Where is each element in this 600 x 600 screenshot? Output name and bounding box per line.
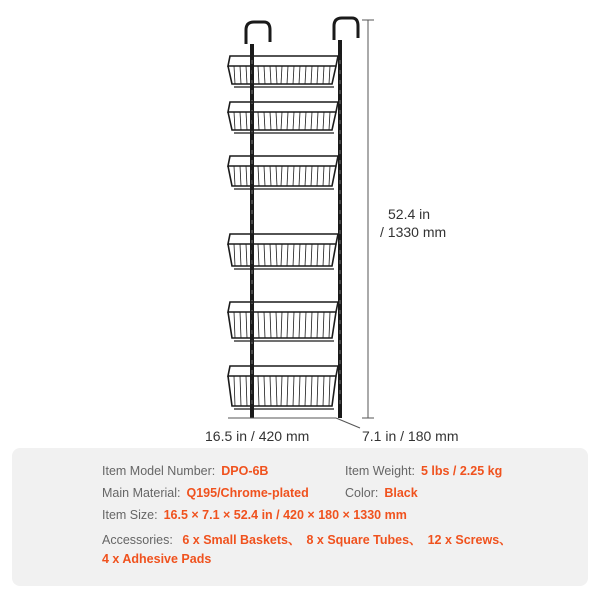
basket-wire (293, 112, 294, 130)
spec-color-label: Color: (345, 486, 379, 500)
basket-wire (311, 244, 312, 266)
basket-wire (240, 376, 241, 406)
basket-wire (270, 166, 271, 186)
basket-wire (329, 66, 330, 84)
height-mm-label: / 1330 mm (380, 224, 447, 240)
basket-wire (323, 112, 324, 130)
basket-wire (281, 312, 282, 338)
spec-accessories (102, 530, 512, 548)
basket-wire (264, 66, 265, 84)
basket-wire (293, 244, 294, 266)
basket-wire (234, 376, 235, 406)
basket-wire (287, 244, 288, 266)
basket-wire (276, 66, 277, 84)
basket-wire (323, 376, 324, 406)
basket-wire (270, 112, 271, 130)
basket-wire (264, 166, 265, 186)
spec-accessories-cont (102, 552, 211, 566)
basket-wire (311, 312, 312, 338)
basket-wire (305, 312, 306, 338)
basket-wire (240, 112, 241, 130)
spec-weight (345, 464, 502, 478)
basket-wire (299, 312, 300, 338)
spec-material-label: Main Material: (102, 486, 181, 500)
basket-wire (234, 66, 235, 84)
accessory-item: 12 x Screws、 (427, 533, 512, 547)
basket-wire (323, 166, 324, 186)
basket-wire (317, 112, 318, 130)
basket-wire (264, 312, 265, 338)
right-door-hook (334, 18, 358, 40)
basket-wire (317, 312, 318, 338)
basket-wire (323, 244, 324, 266)
spec-size (102, 508, 407, 522)
left-door-hook (246, 22, 270, 44)
basket-wire (270, 244, 271, 266)
basket-wire (240, 166, 241, 186)
depth-dimension-line (336, 418, 360, 428)
depth-label: 7.1 in / 180 mm (362, 428, 459, 444)
accessory-item: 4 x Adhesive Pads (102, 552, 212, 566)
basket-wire (317, 376, 318, 406)
spec-size-value: 16.5 × 7.1 × 52.4 in / 420 × 180 × 1330 mm (163, 508, 407, 522)
basket-wire (329, 312, 330, 338)
basket-wire (281, 376, 282, 406)
basket-wire (270, 312, 271, 338)
basket-wire (246, 376, 247, 406)
basket-wire (264, 376, 265, 406)
basket-wire (317, 166, 318, 186)
basket-wire (311, 112, 312, 130)
basket-wire (234, 112, 235, 130)
spec-weight-label: Item Weight: (345, 464, 415, 478)
basket-wire (317, 66, 318, 84)
basket-wire (281, 112, 282, 130)
basket-wire (293, 312, 294, 338)
spec-model-value: DPO-6B (221, 464, 269, 478)
basket-wire (329, 376, 330, 406)
basket-wire (281, 166, 282, 186)
basket-wire (323, 312, 324, 338)
basket-wire (240, 66, 241, 84)
basket-wire (311, 66, 312, 84)
over-door-rack (228, 18, 358, 418)
basket-wire (246, 166, 247, 186)
basket-wire (323, 66, 324, 84)
height-dimension-line (362, 20, 374, 418)
basket-wire (240, 244, 241, 266)
basket-wire (317, 244, 318, 266)
basket-wire (246, 112, 247, 130)
basket-wire (276, 312, 277, 338)
basket-rim (228, 56, 338, 66)
specification-panel (12, 448, 588, 586)
basket-wire (293, 166, 294, 186)
basket-rim (228, 102, 338, 112)
basket-wire (258, 166, 259, 186)
basket-wire (240, 312, 241, 338)
basket-wire (287, 112, 288, 130)
width-label: 16.5 in / 420 mm (205, 428, 310, 444)
basket-wire (293, 376, 294, 406)
basket-wire (329, 112, 330, 130)
basket-wire (258, 112, 259, 130)
basket-rim (228, 302, 338, 312)
basket-wire (276, 112, 277, 130)
basket-rim (228, 234, 338, 244)
basket-wire (258, 244, 259, 266)
basket-wire (299, 166, 300, 186)
spec-material (102, 486, 309, 500)
accessory-item: 6 x Small Baskets、 (182, 533, 301, 547)
basket-wire (305, 166, 306, 186)
spec-accessories-label: Accessories: (102, 533, 173, 547)
basket-wire (311, 376, 312, 406)
basket-wire (281, 66, 282, 84)
basket-wire (270, 376, 271, 406)
basket-wire (258, 312, 259, 338)
basket-wire (234, 244, 235, 266)
basket-wire (246, 66, 247, 84)
basket-wire (287, 312, 288, 338)
basket-wire (311, 166, 312, 186)
basket-wire (276, 244, 277, 266)
basket-wire (246, 312, 247, 338)
accessory-item: 8 x Square Tubes、 (306, 533, 422, 547)
spec-model-label: Item Model Number: (102, 464, 216, 478)
basket-wire (264, 244, 265, 266)
spec-weight-value: 5 lbs / 2.25 kg (420, 464, 503, 478)
spec-material-value: Q195/Chrome-plated (186, 486, 309, 500)
basket-wire (305, 66, 306, 84)
spec-model (102, 464, 268, 478)
basket-wire (287, 166, 288, 186)
basket-wire (299, 244, 300, 266)
basket-wire (246, 244, 247, 266)
basket-wire (299, 66, 300, 84)
spec-color-value: Black (384, 486, 418, 500)
basket-wire (305, 112, 306, 130)
basket-wire (293, 66, 294, 84)
basket-wire (270, 66, 271, 84)
basket-wire (305, 244, 306, 266)
basket-wire (276, 166, 277, 186)
basket-wire (258, 66, 259, 84)
height-inches-label: 52.4 in (388, 206, 431, 222)
basket-wire (258, 376, 259, 406)
basket-wire (287, 376, 288, 406)
basket-wire (329, 244, 330, 266)
basket-wire (264, 112, 265, 130)
basket-wire (305, 376, 306, 406)
basket-wire (329, 166, 330, 186)
spec-color (345, 486, 418, 500)
spec-size-label: Item Size: (102, 508, 158, 522)
basket-wire (276, 376, 277, 406)
basket-wire (287, 66, 288, 84)
basket-wire (234, 312, 235, 338)
basket-wire (281, 244, 282, 266)
basket-rim (228, 366, 338, 376)
basket-wire (299, 112, 300, 130)
basket-wire (234, 166, 235, 186)
basket-wire (299, 376, 300, 406)
basket-rim (228, 156, 338, 166)
